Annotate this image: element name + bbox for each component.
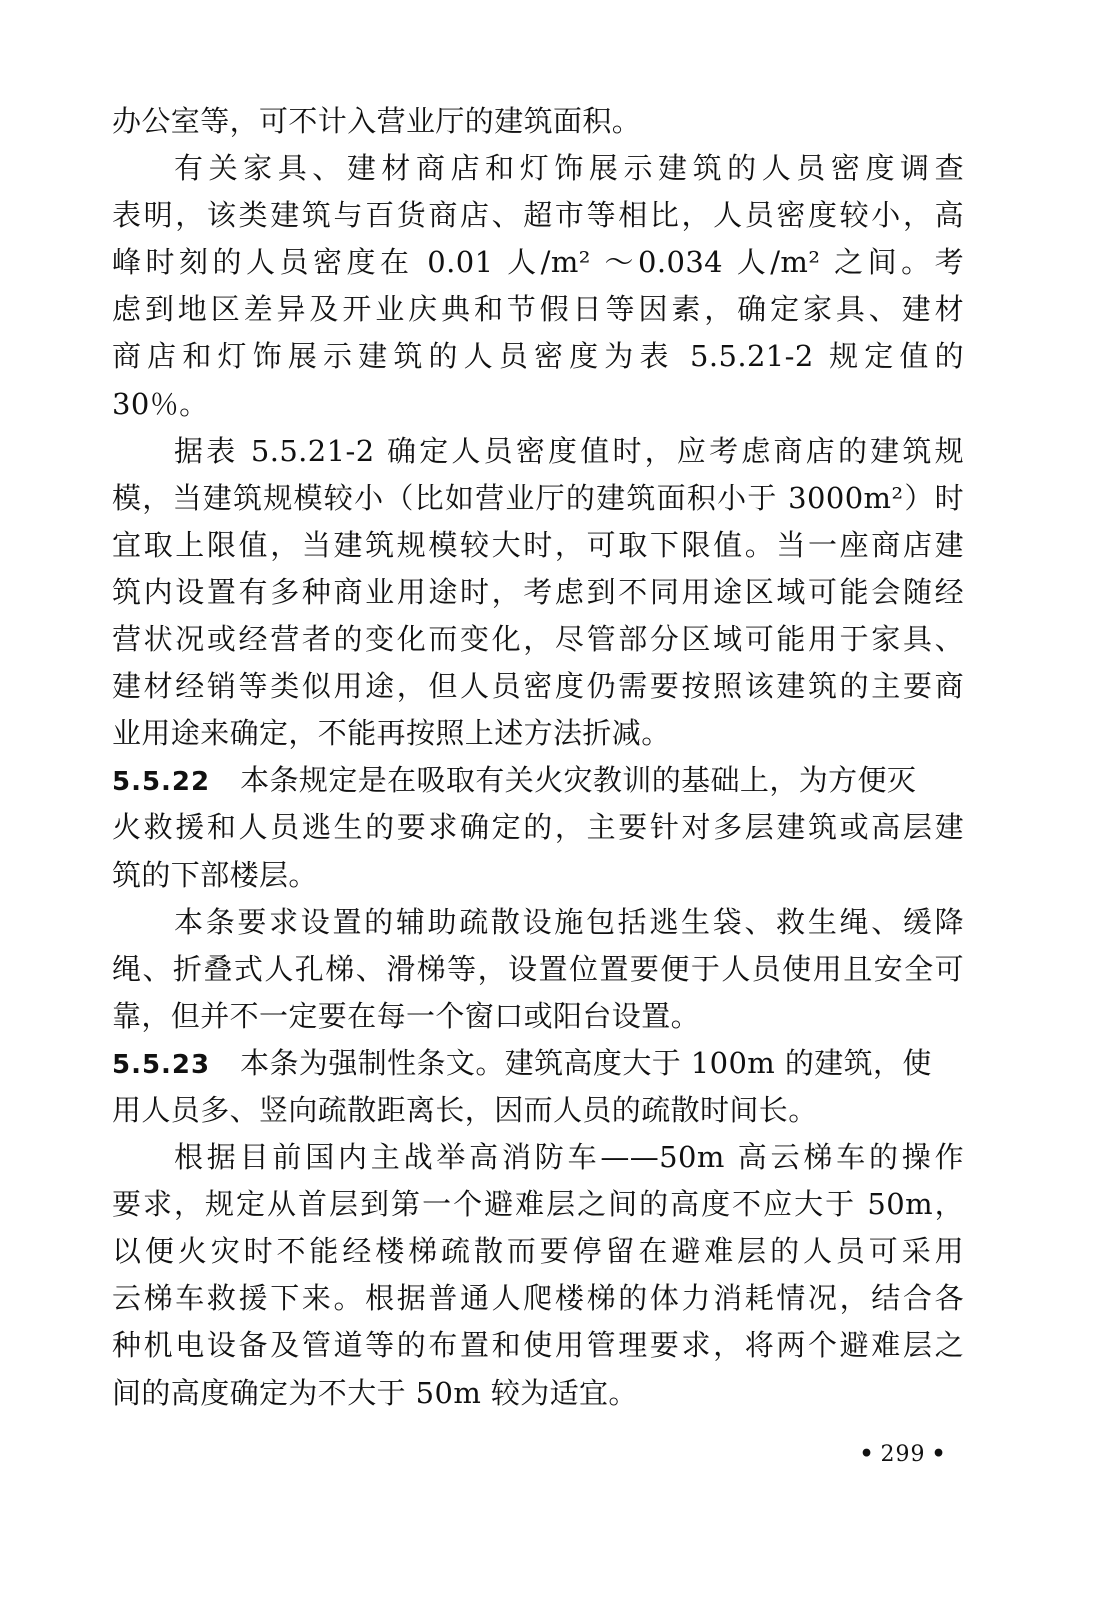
text-line: 以便火灾时不能经楼梯疏散而要停留在避难层的人员可采用 (112, 1234, 964, 1269)
text-line: 虑到地区差异及开业庆典和节假日等因素，确定家具、建材 (112, 292, 964, 327)
text-line: 要求，规定从首层到第一个避难层之间的高度不应大于 50m， (112, 1187, 964, 1222)
text-line: 用人员多、竖向疏散距离长，因而人员的疏散时间长。 (112, 1092, 818, 1127)
text-line: 绳、折叠式人孔梯、滑梯等，设置位置要便于人员使用且安全可 (112, 951, 964, 986)
text-line: 营状况或经营者的变化而变化，尽管部分区域可能用于家具、 (112, 622, 964, 657)
text-line: 业用途来确定，不能再按照上述方法折减。 (112, 716, 671, 751)
text-line: 商店和灯饰展示建筑的人员密度为表 5.5.21-2 规定值的 (112, 339, 964, 374)
text-line: 表明，该类建筑与百货商店、超市等相比，人员密度较小，高 (112, 198, 964, 233)
text-line: 筑内设置有多种商业用途时，考虑到不同用途区域可能会随经 (112, 574, 964, 609)
text-line: 靠，但并不一定要在每一个窗口或阳台设置。 (112, 998, 701, 1033)
text-line: 有关家具、建材商店和灯饰展示建筑的人员密度调查 (174, 151, 964, 186)
text-line: 办公室等，可不计入营业厅的建筑面积。 (112, 104, 642, 138)
text-line: 宜取上限值，当建筑规模较大时，可取下限值。当一座商店建 (112, 527, 964, 562)
text-line: 根据目前国内主战举高消防车——50m 高云梯车的操作 (174, 1140, 964, 1175)
bullet-dot-icon: • (931, 1441, 947, 1467)
text-line: 据表 5.5.21-2 确定人员密度值时，应考虑商店的建筑规 (174, 433, 964, 468)
page-number-value: 299 (880, 1442, 926, 1467)
text-line: 间的高度确定为不大于 50m 较为适宜。 (112, 1375, 638, 1410)
text-line: 30％。 (112, 386, 209, 421)
clause-number: 5.5.23 (112, 1049, 211, 1080)
text-line: 建材经销等类似用途，但人员密度仍需要按照该建筑的主要商 (112, 669, 964, 704)
clause-line-5-5-23 (112, 1040, 964, 1087)
page-number (848, 1441, 958, 1467)
clause-text: 本条规定是在吸取有关火灾教训的基础上，为方便灭 (240, 763, 917, 798)
text-line: 筑的下部楼层。 (112, 857, 318, 892)
clause-line-5-5-22 (112, 757, 964, 804)
text-line: 种机电设备及管道等的布置和使用管理要求，将两个避难层之 (112, 1328, 964, 1363)
body-text (112, 98, 964, 1417)
text-line: 峰时刻的人员密度在 0.01 人/m² ～0.034 人/m² 之间。考 (112, 245, 964, 280)
text-line: 火救援和人员逃生的要求确定的，主要针对多层建筑或高层建 (112, 810, 964, 845)
text-line: 云梯车救援下来。根据普通人爬楼梯的体力消耗情况，结合各 (112, 1281, 964, 1316)
text-line: 模，当建筑规模较小（比如营业厅的建筑面积小于 3000m²）时 (112, 480, 964, 515)
clause-number: 5.5.22 (112, 767, 211, 798)
clause-text: 本条为强制性条文。建筑高度大于 100m 的建筑，使 (240, 1045, 932, 1080)
bullet-dot-icon: • (859, 1441, 875, 1467)
text-line: 本条要求设置的辅助疏散设施包括逃生袋、救生绳、缓降 (174, 904, 964, 939)
